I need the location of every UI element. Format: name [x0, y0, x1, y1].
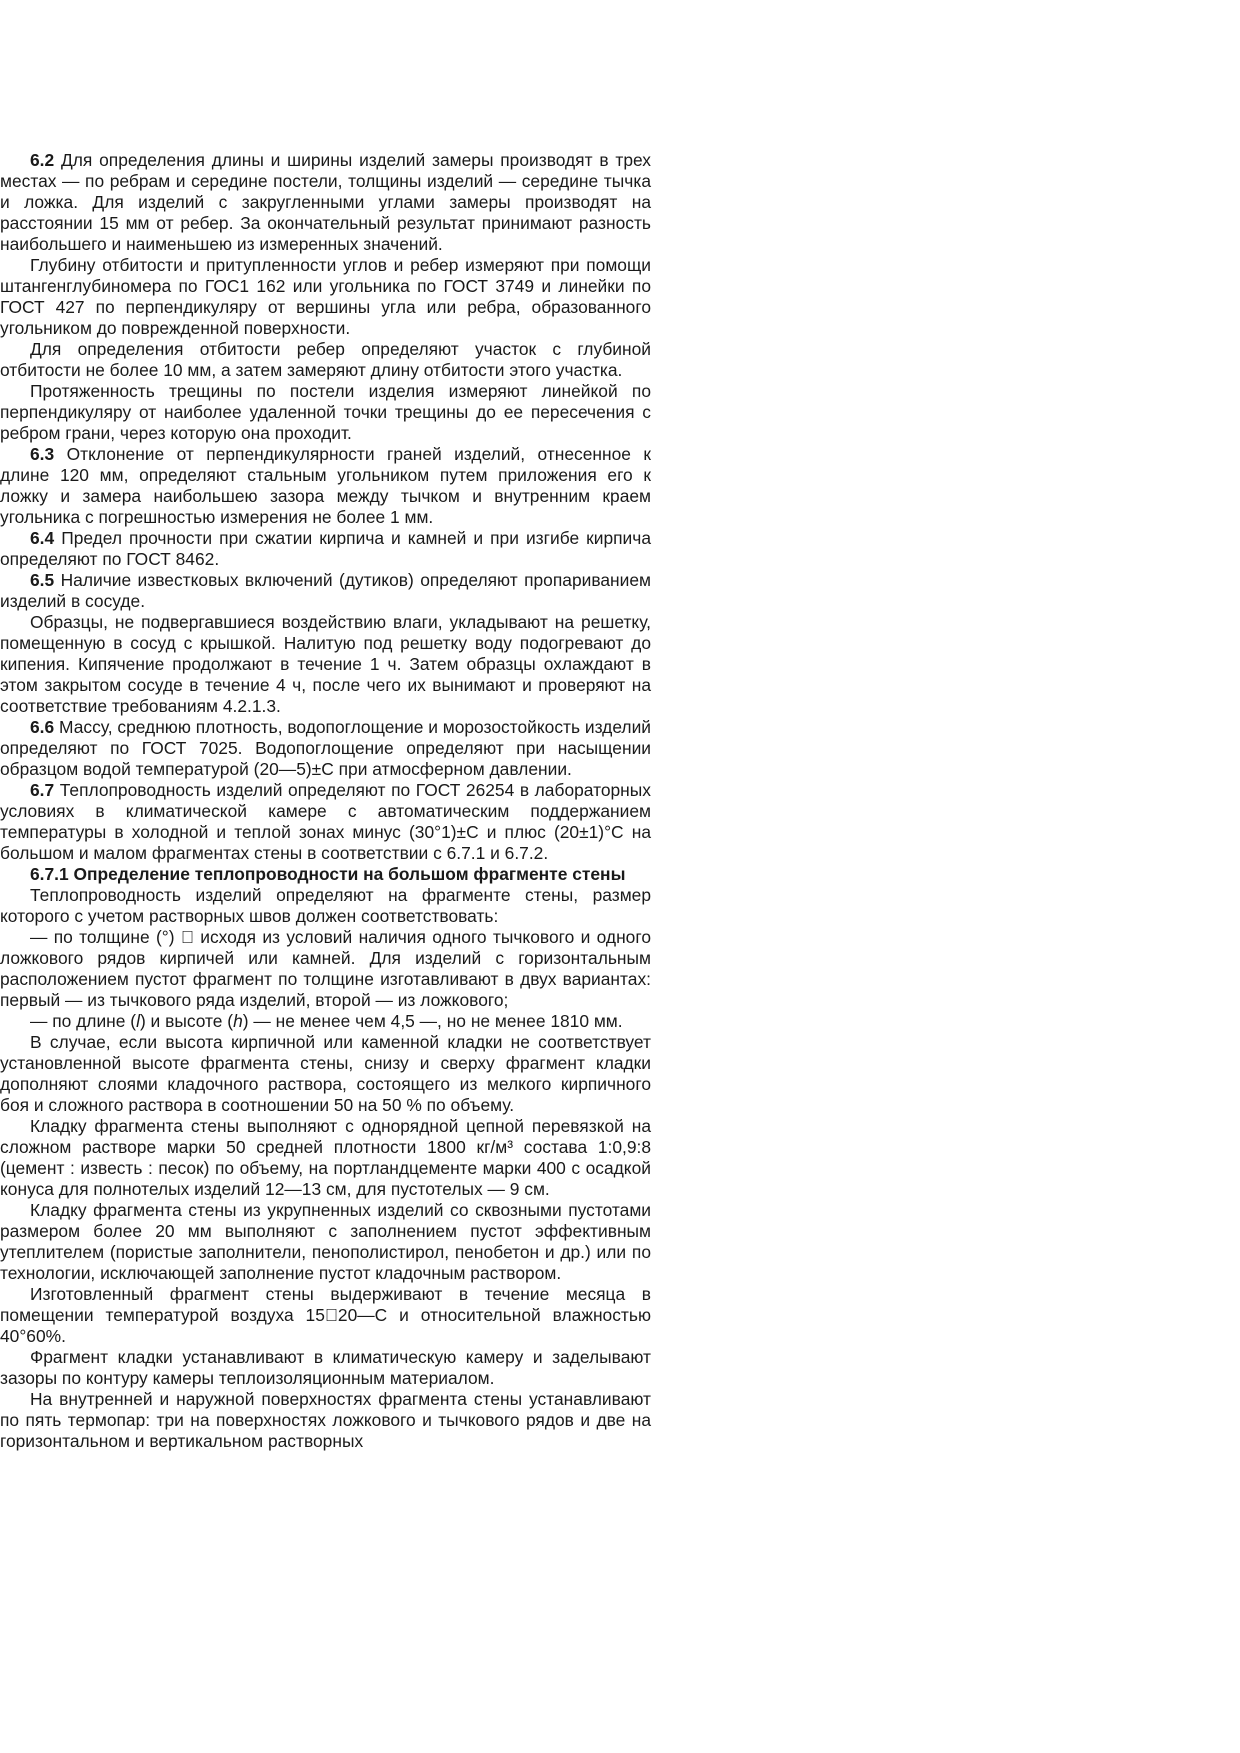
- list-item-length-height: [0, 1011, 651, 1032]
- paragraph-6-5: [0, 570, 651, 612]
- section-number: 6.2: [30, 150, 55, 170]
- symbol-length: l: [136, 1011, 140, 1031]
- paragraph-6-3: [0, 444, 651, 528]
- paragraph: Образцы, не подвергавшиеся воздействию влаги, укладывают на решетку, помещенную в сосуд с крышкой. Налитую под решетку воду подогревают до кипения. Кипячение продолжают в течение 1 ч. Затем образцы охлаждают в этом закрытом сосуде в течение 4 ч, после чего их вынимают и проверяют на соответствие требованиям 4.2.1.3.: [0, 612, 651, 716]
- paragraph-text: Наличие известковых включений (дутиков) определяют пропариванием изделий в сосуде.: [0, 570, 651, 611]
- section-number: 6.5: [30, 570, 55, 590]
- paragraph-6-7: [0, 780, 651, 864]
- section-number: 6.4: [30, 528, 55, 548]
- paragraph: Изготовленный фрагмент стены выдерживают в течение месяца в помещении температурой воздуха 15 20—С и относительной влажностью 40°60%.: [0, 1284, 651, 1346]
- paragraph-6-6: [0, 717, 651, 780]
- paragraph-6-2: [0, 150, 651, 255]
- section-heading-6-7-1: 6.7.1 Определение теплопроводности на большом фрагменте стены: [30, 864, 626, 884]
- paragraph: Теплопроводность изделий определяют на фрагменте стены, размер которого с учетом растворных швов должен соответствовать:: [0, 885, 651, 926]
- symbol-height: h: [233, 1011, 243, 1031]
- list-item-thickness: — по толщине (°) исходя из условий наличия одного тычкового и одного ложкового рядов кирпичей или камней. Для изделий с горизонтальным расположением пустот фрагмент по толщине изготавливают в двух вариантах: первый — из тычкового ряда изделий, второй — из ложкового;: [0, 927, 651, 1010]
- paragraph-text: Для определения длины и ширины изделий замеры производят в трех местах — по ребрам и середине постели, толщины изделий — середине тычка и ложка. Для изделий с закругленными углами замеры производят на расстоянии 15 мм от ребер. За окончательный результат принимают разность наибольшего и наименьшею из измеренных значений.: [0, 150, 651, 254]
- paragraph: На внутренней и наружной поверхностях фрагмента стены устанавливают по пять термопар: три на поверхностях ложкового и тычкового рядов и две на горизонтальном и вертикальном растворных: [0, 1389, 651, 1451]
- paragraph-text: Теплопроводность изделий определяют по ГОСТ 26254 в лабораторных условиях в климатической камере с автоматическим поддержанием температуры в холодной и теплой зонах минус (30°1)±С и плюс (20±1)°С на большом и малом фрагментах стены в соответствии с 6.7.1 и 6.7.2.: [0, 780, 651, 863]
- paragraph: Кладку фрагмента стены из укрупненных изделий со сквозными пустотами размером более 20 мм выполняют с заполнением пустот эффективным утеплителем (пористые заполнители, пенополистирол, пенобетон и др.) или по технологии, исключающей заполнение пустот кладочным раствором.: [0, 1200, 651, 1283]
- document-page: [0, 150, 651, 1452]
- text-fragment: ) и высоте (: [139, 1011, 234, 1031]
- text-fragment: ) — не менее чем 4,5 —, но не менее 1810 мм.: [242, 1011, 623, 1031]
- paragraph: Глубину отбитости и притупленности углов и ребер измеряют при помощи штангенглубиномера по ГОС1 162 или угольника по ГОСТ 3749 и линейки по ГОСТ 427 по перпендикуляру от вершины угла или ребра, образованного угольником до поврежденной поверхности.: [0, 255, 651, 338]
- paragraph: Фрагмент кладки устанавливают в климатическую камеру и заделывают зазоры по контуру камеры теплоизоляционным материалом.: [0, 1347, 651, 1388]
- paragraph-6-4: [0, 528, 651, 570]
- paragraph-text: Предел прочности при сжатии кирпича и камней и при изгибе кирпича определяют по ГОСТ 8462.: [0, 528, 651, 569]
- section-number: 6.3: [30, 444, 55, 464]
- paragraph-text: Отклонение от перпендикулярности граней изделий, отнесенное к длине 120 мм, определяют стальным угольником путем приложения его к ложку и замера наибольшею зазора между тычком и внутренним краем угольника с погрешностью измерения не более 1 мм.: [0, 444, 651, 527]
- paragraph: В случае, если высота кирпичной или каменной кладки не соответствует установленной высоте фрагмента стены, снизу и сверху фрагмент кладки дополняют слоями кладочного раствора, состоящего из мелкого кирпичного боя и сложного раствора в соотношении 50 на 50 % по объему.: [0, 1032, 651, 1115]
- text-fragment: — по длине (: [30, 1011, 137, 1031]
- section-number: 6.6: [30, 717, 55, 737]
- paragraph: Для определения отбитости ребер определяют участок с глубиной отбитости не более 10 мм, а затем замеряют длину отбитости этого участка.: [0, 339, 651, 380]
- paragraph: Кладку фрагмента стены выполняют с однорядной цепной перевязкой на сложном растворе марки 50 средней плотности 1800 кг/м³ состава 1:0,9:8 (цемент : известь : песок) по объему, на портландцементе марки 400 с осадкой конуса для полнотелых изделий 12—13 см, для пустотелых — 9 см.: [0, 1116, 651, 1199]
- paragraph: Протяженность трещины по постели изделия измеряют линейкой по перпендикуляру от наиболее удаленной точки трещины до ее пересечения с ребром грани, через которую она проходит.: [0, 381, 651, 443]
- section-number: 6.7: [30, 780, 55, 800]
- paragraph-text: Массу, среднюю плотность, водопоглощение и морозостойкость изделий определяют по ГОСТ 7025. Водопоглощение определяют при насыщении образцом водой температурой (20—5)±С при атмосферном давлении.: [0, 717, 651, 779]
